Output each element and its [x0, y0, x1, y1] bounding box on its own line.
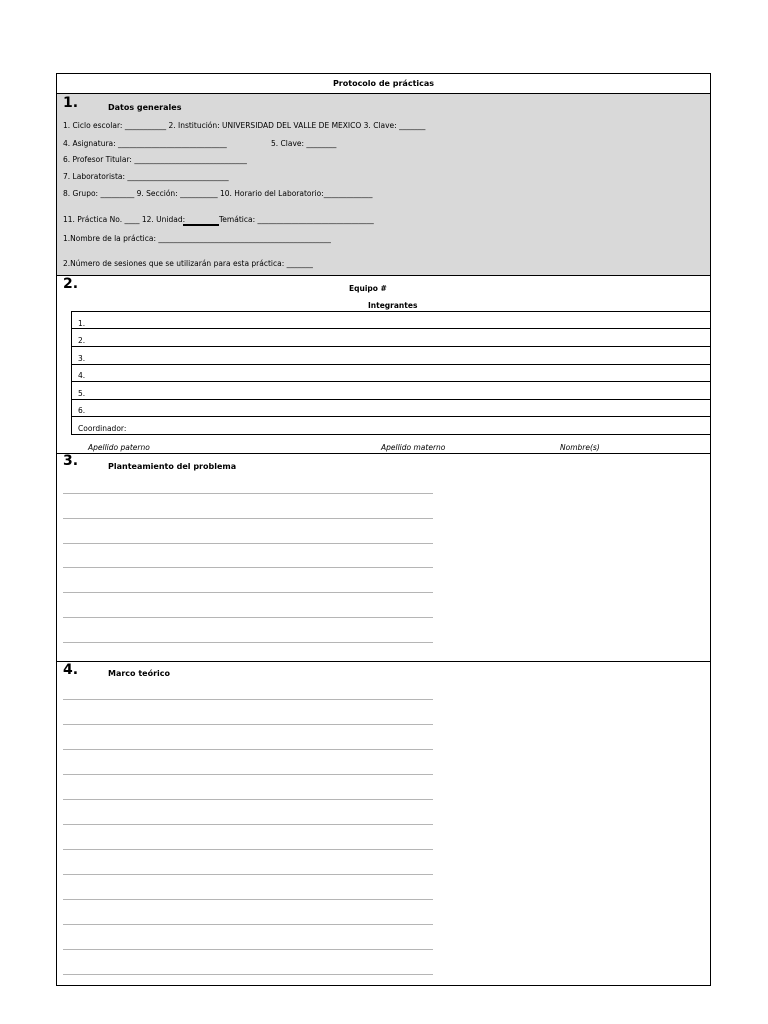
integrantes-title: Integrantes	[368, 301, 418, 310]
writing-line[interactable]	[63, 949, 433, 950]
row-divider	[71, 328, 711, 329]
clave-line: 5. Clave: ________	[271, 139, 337, 148]
writing-line[interactable]	[63, 824, 433, 825]
writing-line[interactable]	[63, 899, 433, 900]
nombres-header: Nombre(s)	[560, 443, 600, 452]
laboratorista-line: 7. Laboratorista: ___________________________	[63, 172, 229, 181]
section-3-number: 3.	[63, 453, 79, 469]
apellido-materno-header: Apellido materno	[381, 443, 446, 452]
apellido-paterno-header: Apellido paterno	[88, 443, 150, 452]
members-table-top	[71, 311, 711, 312]
equipo-label: Equipo #	[349, 284, 387, 293]
grupo-seccion-horario-line: 8. Grupo: _________ 9. Sección: __________ 10. Horario del Laboratorio:_____________	[63, 189, 373, 198]
section-2-bottom	[56, 453, 711, 454]
member-row-1[interactable]: 1.	[78, 319, 86, 328]
section-1-number: 1.	[63, 95, 79, 111]
writing-line[interactable]	[63, 617, 433, 618]
unidad-blank	[183, 224, 219, 226]
writing-line[interactable]	[63, 592, 433, 593]
member-row-3[interactable]: 3.	[78, 354, 86, 363]
member-row-5[interactable]: 5.	[78, 389, 86, 398]
writing-line[interactable]	[63, 874, 433, 875]
writing-line[interactable]	[63, 924, 433, 925]
member-row-2[interactable]: 2.	[78, 336, 86, 345]
writing-line[interactable]	[63, 799, 433, 800]
members-table-bottom	[71, 434, 711, 435]
row-divider	[71, 346, 711, 347]
writing-line[interactable]	[63, 974, 433, 975]
section-1-title: Datos generales	[108, 103, 182, 112]
row-divider	[71, 399, 711, 400]
member-row-4[interactable]: 4.	[78, 371, 86, 380]
frame-gap	[711, 275, 713, 292]
writing-line[interactable]	[63, 543, 433, 544]
asignatura-line: 4. Asignatura: _____________________________	[63, 139, 227, 148]
writing-line[interactable]	[63, 518, 433, 519]
row-divider	[71, 381, 711, 382]
numero-sesiones-line: 2.Número de sesiones que se utilizarán para esta práctica: _______	[63, 259, 313, 268]
member-row-6[interactable]: 6.	[78, 406, 86, 415]
section-3-title: Planteamiento del problema	[108, 462, 237, 471]
document-title: Protocolo de prácticas	[56, 73, 711, 94]
practica-unidad-line: 11. Práctica No. ____ 12. Unidad:	[63, 215, 186, 224]
section-2-number: 2.	[63, 276, 79, 292]
writing-line[interactable]	[63, 849, 433, 850]
row-divider	[71, 416, 711, 417]
writing-line[interactable]	[63, 642, 433, 643]
coordinador-row[interactable]: Coordinador:	[78, 424, 127, 433]
profesor-titular-line: 6. Profesor Titular: ______________________________	[63, 155, 247, 164]
writing-line[interactable]	[63, 749, 433, 750]
writing-line[interactable]	[63, 774, 433, 775]
frame-gap-edge	[710, 275, 711, 292]
row-divider	[71, 364, 711, 365]
writing-line[interactable]	[63, 724, 433, 725]
writing-line[interactable]	[63, 567, 433, 568]
writing-line[interactable]	[63, 493, 433, 494]
ciclo-institucion-clave-line: 1. Ciclo escolar: ___________ 2. Institución: UNIVERSIDAD DEL VALLE DE MEXICO 3. Clave: _______	[63, 121, 426, 130]
nombre-practica-line: 1.Nombre de la práctica: ______________________________________________	[63, 234, 331, 243]
section-3-bottom	[56, 661, 711, 662]
section-4-title: Marco teórico	[108, 669, 170, 678]
tematica-line: Temática: _______________________________	[219, 215, 374, 224]
section-4-number: 4.	[63, 662, 79, 678]
writing-line[interactable]	[63, 699, 433, 700]
